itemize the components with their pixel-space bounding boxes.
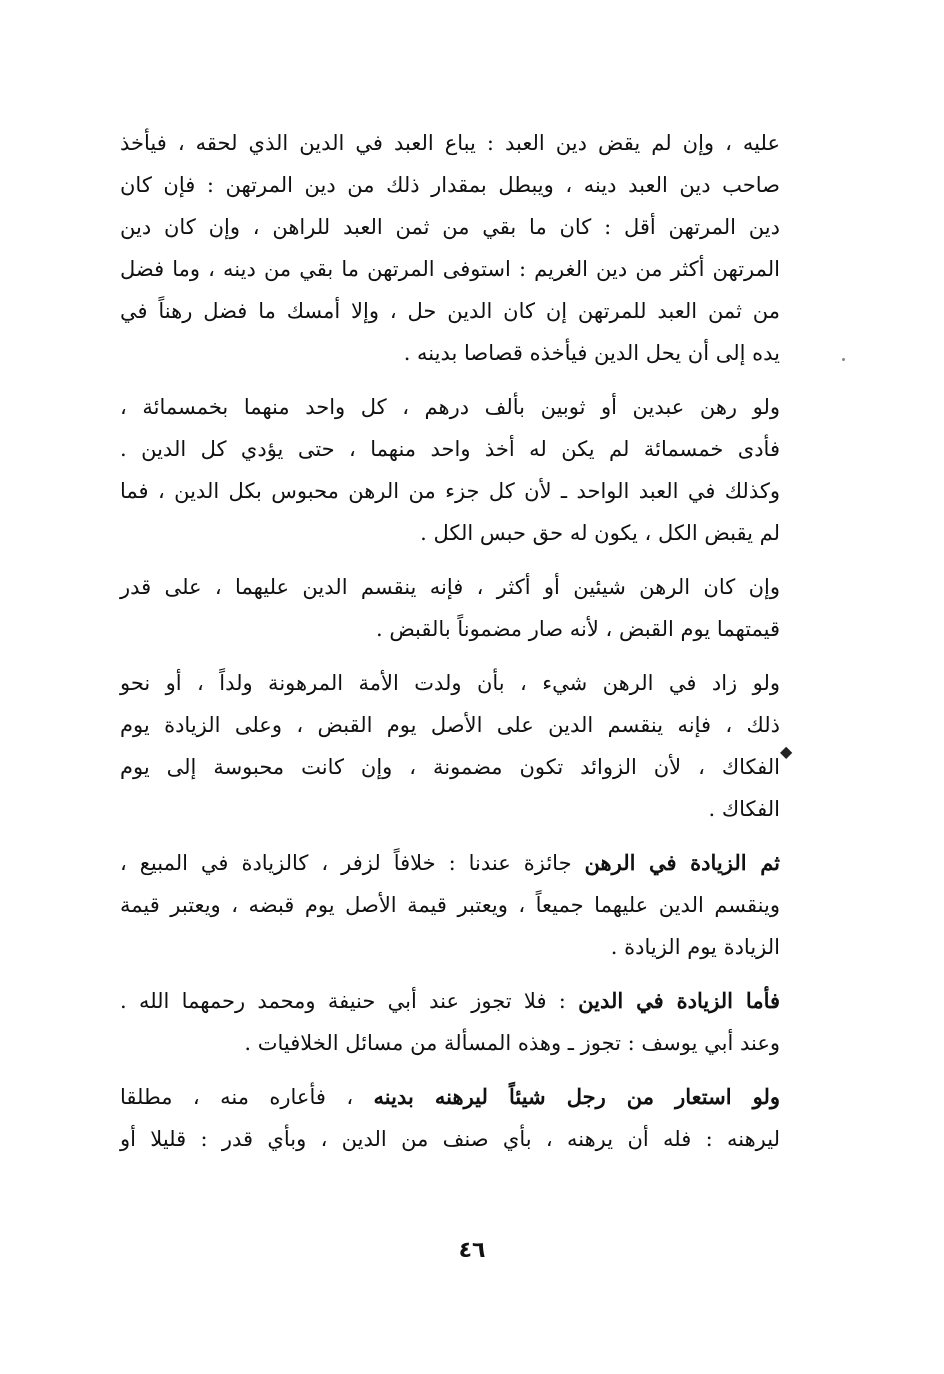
text-line: وعند أبي يوسف : تجوز ـ وهذه المسألة من مسائل الخلافيات . — [244, 1031, 780, 1055]
text-line — [120, 1076, 780, 1118]
paragraph — [120, 662, 780, 830]
text-line: قيمتهما يوم القبض ، لأنه صار مضموناً بالقبض . — [375, 617, 780, 641]
paragraph — [120, 122, 780, 374]
text-line: ولو رهن عبدين أو ثوبين بألف درهم ، كل واحد منهما بخمسمائة ، — [120, 395, 780, 419]
text-line: المرتهن أكثر من دين الغريم : استوفى المرتهن ما بقي من دينه ، وما فضل — [120, 257, 780, 281]
text-line: ذلك ، فإنه ينقسم الدين على الأصل يوم القبض ، وعلى الزيادة يوم — [120, 713, 780, 737]
text-line: يده إلى أن يحل الدين فيأخذه قصاصا بدينه . — [403, 341, 780, 365]
text-line: وكذلك في العبد الواحد ـ لأن كل جزء من الرهن محبوس بكل الدين ، فما — [120, 479, 780, 503]
text-line: ليرهنه : فله أن يرهنه ، بأي صنف من الدين ، وبأي قدر : قليلا أو — [120, 1127, 780, 1151]
text-line: دين المرتهن أقل : كان ما بقي من ثمن العبد للراهن ، وإن كان دين — [120, 215, 780, 239]
text-line: الفكاك ، لأن الزوائد تكون مضمونة ، وإن كانت محبوسة إلى يوم — [120, 755, 780, 779]
margin-mark: ◆ — [780, 742, 793, 761]
text-line — [120, 980, 780, 1022]
page-number: ٤٦ — [458, 1238, 486, 1263]
text-line: لم يقبض الكل ، يكون له حق حبس الكل . — [420, 521, 780, 545]
paragraph — [120, 386, 780, 554]
text-segment: جائزة عندنا : خلافاً لزفر ، كالزيادة في المبيع ، — [120, 851, 585, 875]
paragraph — [120, 566, 780, 650]
text-line: من ثمن العبد للمرتهن إن كان الدين حل ، وإلا أمسك ما فضل رهناً في — [120, 299, 780, 323]
text-segment: : فلا تجوز عند أبي حنيفة ومحمد رحمهما الله . — [120, 989, 579, 1013]
text-line: صاحب دين العبد دينه ، ويبطل بمقدار ذلك من دين المرتهن : فإن كان — [120, 173, 780, 197]
paragraph — [120, 980, 780, 1064]
text-line: وإن كان الرهن شيئين أو أكثر ، فإنه ينقسم الدين عليهما ، على قدر — [120, 575, 780, 599]
text-line: الزيادة يوم الزيادة . — [610, 935, 780, 959]
scan-speck — [842, 358, 845, 361]
page-body — [120, 122, 780, 1160]
paragraph-lead: فأما الزيادة في الدين — [578, 988, 781, 1013]
text-line: عليه ، وإن لم يقض دين العبد : يباع العبد في الدين الذي لحقه ، فيأخذ — [120, 131, 780, 155]
paragraph — [120, 1076, 780, 1160]
text-line: ولو زاد في الرهن شيء ، بأن ولدت الأمة المرهونة ولداً ، أو نحو — [120, 671, 780, 695]
text-line: وينقسم الدين عليهما جميعاً ، ويعتبر قيمة الأصل يوم قبضه ، ويعتبر قيمة — [120, 893, 780, 917]
text-line: فأدى خمسمائة لم يكن له أخذ واحد منهما ، حتى يؤدي كل الدين . — [120, 437, 780, 461]
paragraph — [120, 842, 780, 968]
text-line: الفكاك . — [708, 797, 780, 821]
paragraph-lead: ثم الزيادة في الرهن — [584, 850, 781, 875]
text-line — [120, 842, 780, 884]
text-segment: ، فأعاره منه ، مطلقا — [120, 1085, 374, 1109]
paragraph-lead: ولو استعار من رجل شيئاً ليرهنه بدينه — [373, 1084, 781, 1109]
